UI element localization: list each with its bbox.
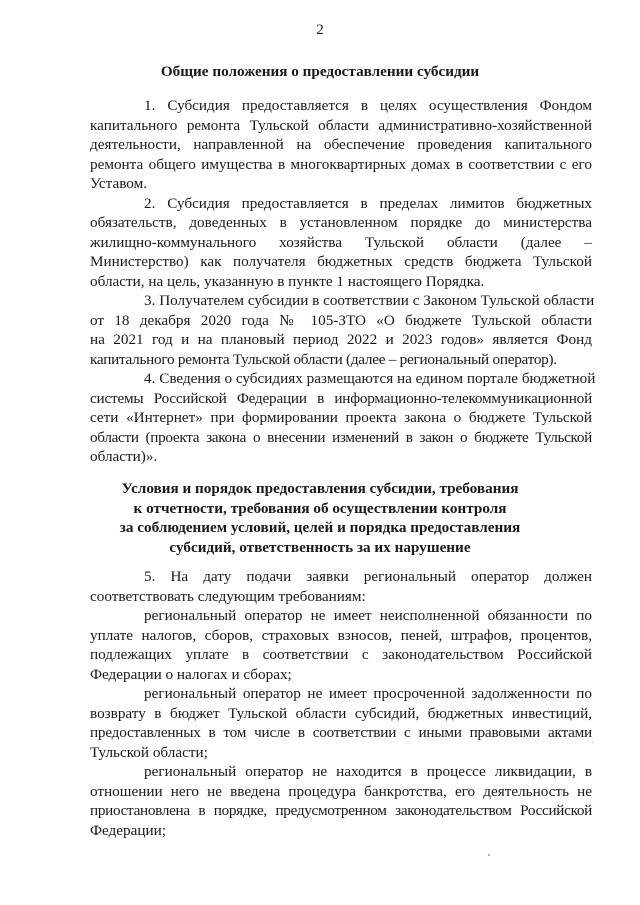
section-title-conditions (100, 479, 540, 557)
paragraph-4-line: системы Российской Федерации в информационно-телекоммуникационной (90, 389, 592, 407)
paragraph-3-line: на 2021 год и на плановый период 2022 и 2023 годов» является Фонд (90, 331, 592, 348)
page-number: 2 (316, 22, 324, 38)
paragraph-2-line: Министерство) как получателя бюджетных средств бюджета Тульской (90, 253, 592, 270)
requirement-2-line: предоставленных в том числе в соответствии с иными правовыми актами (90, 724, 592, 741)
paragraph-2-line: обязательств, доведенных в установленном порядке до министерства (90, 214, 592, 231)
paragraph-1-line: Уставом. (90, 175, 148, 192)
paragraph-1-line: капитального ремонта Тульской области административно-хозяйственной (90, 116, 592, 134)
paragraph-1-line: 1. Субсидия предоставляется в целях осуществления Фондом (144, 97, 592, 114)
requirement-3-line: отношении него не введена процедура банкротства, его деятельность не (90, 782, 592, 800)
paragraph-4-line: области)». (90, 448, 158, 465)
section-title-line: Условия и порядок предоставления субсидии, требования (121, 480, 519, 497)
paragraph-2-line: области, на цель, указанную в пункте 1 настоящего Порядка. (90, 272, 485, 290)
requirement-2-line: Тульской области; (90, 743, 208, 761)
section-title-line: Общие положения о предоставлении субсидии (160, 63, 480, 80)
paragraph-4-line: 4. Сведения о субсидиях размещаются на едином портале бюджетной (144, 370, 596, 387)
requirement-3-line: Федерации; (90, 821, 166, 839)
paragraph-2-line: 2. Субсидия предоставляется в пределах лимитов бюджетных (144, 194, 592, 212)
paragraph-2-line: жилищно-коммунального хозяйства Тульской области (далее – (90, 233, 592, 251)
requirement-1-line: Федерации о налогах и сборах; (90, 665, 292, 683)
paragraph-4-line: сети «Интернет» при формировании проекта закона о бюджете Тульской (90, 409, 592, 426)
paragraph-3-line: от 18 декабря 2020 года № 105-ЗТО «О бюджете Тульской области (90, 311, 592, 329)
paragraph-3-line: капитального ремонта Тульской области (далее – региональный оператор). (90, 350, 557, 368)
paragraph-5-line: 5. На дату подачи заявки региональный оператор должен (144, 568, 592, 585)
section-title-general-provisions (100, 62, 540, 82)
requirement-1-line: уплате налогов, сборов, страховых взносов, пеней, штрафов, процентов, (90, 626, 592, 644)
requirement-3-line: региональный оператор не находится в процессе ликвидации, в (144, 763, 592, 780)
paragraph-1-line: ремонта общего имущества в многоквартирных домах в соответствии с его (90, 155, 592, 173)
paragraph-3-line: 3. Получателем субсидии в соответствии с Законом Тульской области (144, 292, 595, 309)
paragraph-4-line: области (проекта закона о внесении изменений в закон о бюджете Тульской (90, 428, 592, 446)
requirement-2-line: возврату в бюджет Тульской области субсидий, бюджетных инвестиций, (90, 704, 592, 722)
section-title-line: за соблюдением условий, целей и порядка предоставления (119, 519, 521, 536)
section-body-conditions (90, 567, 592, 840)
paragraph-1-line: деятельности, направленной на обеспечение проведения капитального (90, 136, 592, 153)
section-body-general-provisions (90, 96, 596, 467)
scan-speck (488, 854, 490, 856)
requirement-1-line: подлежащих уплате в соответствии с законодательством Российской (90, 646, 592, 663)
section-title-line: к отчетности, требования об осуществлении контроля (133, 499, 507, 517)
requirement-2-line: региональный оператор не имеет просроченной задолженности по (144, 685, 592, 702)
section-title-line: субсидий, ответственность за их нарушение (169, 538, 471, 556)
requirement-1-line: региональный оператор не имеет неисполненной обязанности по (144, 607, 592, 624)
requirement-3-line: приостановлена в порядке, предусмотренном законодательством Российской (90, 802, 592, 819)
scan-speck (592, 742, 593, 743)
paragraph-5-line: соответствовать следующим требованиям: (90, 587, 366, 605)
